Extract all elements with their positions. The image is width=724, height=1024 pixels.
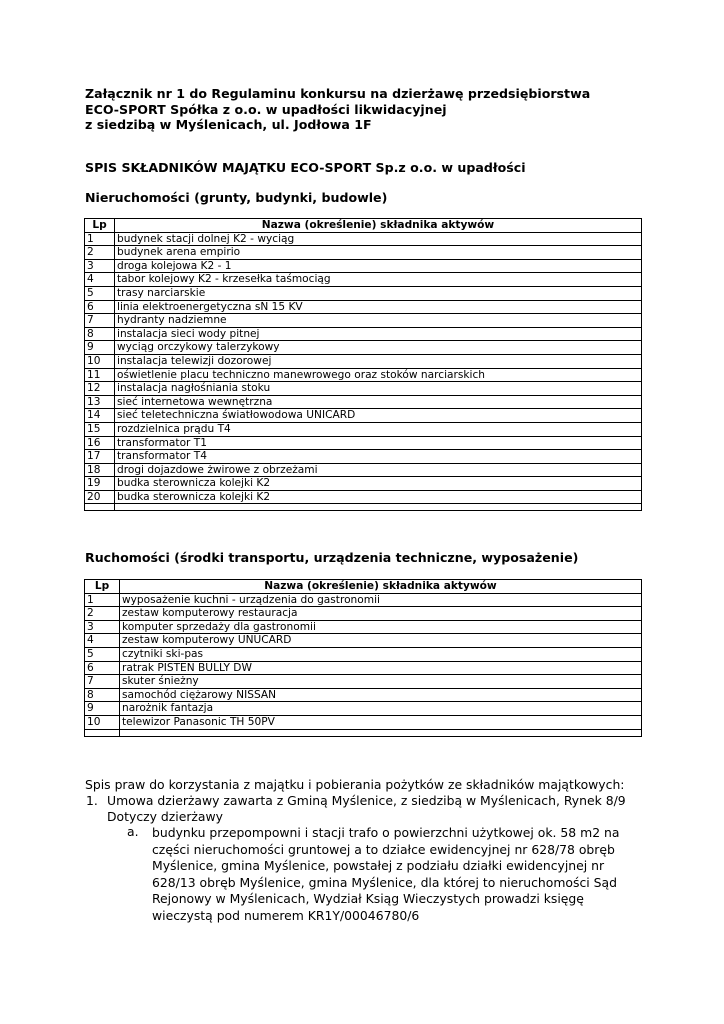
row-lp: 14 [85, 409, 115, 423]
row-lp: 10 [85, 715, 120, 729]
table-row [85, 477, 642, 491]
row-name: zestaw komputerowy UNUCARD [120, 634, 642, 648]
row-name: ratrak PISTEN BULLY DW [120, 661, 642, 675]
row-lp: 10 [85, 354, 115, 368]
row-name: instalacja telewizji dozorowej [115, 354, 642, 368]
rights-intro: Spis praw do korzystania z majątku i pobierania pożytków ze składników majątkowych: [85, 777, 625, 792]
header-line-2: ECO-SPORT Spółka z o.o. w upadłości likwidacyjnej [85, 101, 447, 117]
table-row [85, 382, 642, 396]
row-name-empty [120, 729, 642, 736]
row-name: samochód ciężarowy NISSAN [120, 688, 642, 702]
row-lp: 5 [85, 647, 120, 661]
row-lp: 1 [85, 232, 115, 246]
table-row [85, 688, 642, 702]
row-name: sieć teletechniczna światłowodowa UNICARD [115, 409, 642, 423]
row-name: wyciąg orczykowy talerzykowy [115, 341, 642, 355]
table-row [85, 259, 642, 273]
row-name: rozdzielnica prądu T4 [115, 422, 642, 436]
table-row [85, 232, 642, 246]
row-name: budka sterownicza kolejki K2 [115, 490, 642, 504]
table-row [85, 607, 642, 621]
row-name: droga kolejowa K2 - 1 [115, 259, 642, 273]
row-name: komputer sprzedaży dla gastronomii [120, 620, 642, 634]
table-row [85, 286, 642, 300]
row-lp: 6 [85, 661, 120, 675]
table-row [85, 463, 642, 477]
table-row [85, 702, 642, 716]
table-row [85, 300, 642, 314]
row-name: skuter śnieżny [120, 675, 642, 689]
row-lp: 2 [85, 607, 120, 621]
table-row [85, 490, 642, 504]
column-header-name: Nazwa (określenie) składnika aktywów [120, 580, 642, 594]
row-lp: 4 [85, 273, 115, 287]
list-item-1 [107, 793, 647, 824]
table-row [85, 422, 642, 436]
row-lp: 19 [85, 477, 115, 491]
table-header-row [85, 580, 642, 594]
row-lp: 1 [85, 593, 120, 607]
table-row [85, 395, 642, 409]
row-lp: 4 [85, 634, 120, 648]
row-name: wyposażenie kuchni - urządzenia do gastronomii [120, 593, 642, 607]
row-name: zestaw komputerowy restauracja [120, 607, 642, 621]
list-marker-1: 1. [86, 793, 98, 808]
row-name: sieć internetowa wewnętrzna [115, 395, 642, 409]
column-header-lp: Lp [85, 580, 120, 594]
row-lp: 12 [85, 382, 115, 396]
row-lp: 7 [85, 675, 120, 689]
table-row [85, 246, 642, 260]
row-lp: 5 [85, 286, 115, 300]
row-name: hydranty nadziemne [115, 314, 642, 328]
header-line-3: z siedzibą w Myślenicach, ul. Jodłowa 1F [85, 117, 372, 132]
row-name: oświetlenie placu techniczno manewrowego oraz stoków narciarskich [115, 368, 642, 382]
list-item-1-line-1: Umowa dzierżawy zawarta z Gminą Myślenice, z siedzibą w Myślenicach, Rynek 8/9 [107, 793, 626, 808]
document-title: SPIS SKŁADNIKÓW MAJĄTKU ECO-SPORT Sp.z o.o. w upadłości [85, 160, 526, 175]
header-line-1: Załącznik nr 1 do Regulaminu konkursu na dzierżawę przedsiębiorstwa [85, 86, 591, 101]
row-name: budka sterownicza kolejki K2 [115, 477, 642, 491]
row-name: trasy narciarskie [115, 286, 642, 300]
list-item-1-line-2: Dotyczy dzierżawy [107, 808, 223, 824]
table-row [85, 620, 642, 634]
row-lp-empty [85, 729, 120, 736]
row-name: linia elektroenergetyczna sN 15 KV [115, 300, 642, 314]
sublist-marker-a: a. [127, 824, 139, 839]
document-header [85, 86, 590, 133]
row-lp: 18 [85, 463, 115, 477]
table-row [85, 593, 642, 607]
row-lp: 11 [85, 368, 115, 382]
column-header-name: Nazwa (określenie) składnika aktywów [115, 219, 642, 233]
section2-heading: Ruchomości (środki transportu, urządzenia techniczne, wyposażenie) [85, 550, 579, 565]
table-row [85, 368, 642, 382]
row-lp-empty [85, 504, 115, 511]
table-row [85, 314, 642, 328]
table-row [85, 409, 642, 423]
sublist-a-line-5: Rejonowy w Myślenicach, Wydział Ksiąg Wieczystych prowadzi księgę [152, 891, 584, 907]
table-header-row [85, 219, 642, 233]
table-row [85, 273, 642, 287]
table-row [85, 661, 642, 675]
row-name: drogi dojazdowe żwirowe z obrzeżami [115, 463, 642, 477]
table-row [85, 341, 642, 355]
sublist-a-line-1: budynku przepompowni i stacji trafo o powierzchni użytkowej ok. 58 m2 na [152, 825, 620, 840]
row-lp: 3 [85, 620, 120, 634]
sublist-item-a [152, 825, 640, 925]
row-name: instalacja sieci wody pitnej [115, 327, 642, 341]
sublist-a-line-4: 628/13 obręb Myślenice, gmina Myślenice, dla której to nieruchomości Sąd [152, 874, 617, 890]
table-row [85, 436, 642, 450]
row-name: transformator T1 [115, 436, 642, 450]
assets-table-movables [84, 579, 642, 737]
row-lp: 8 [85, 688, 120, 702]
row-name: czytniki ski-pas [120, 647, 642, 661]
row-lp: 9 [85, 702, 120, 716]
table-row [85, 354, 642, 368]
row-name: budynek arena empirio [115, 246, 642, 260]
row-lp: 2 [85, 246, 115, 260]
sublist-a-line-6: wieczystą pod numerem KR1Y/00046780/6 [152, 907, 420, 923]
row-lp: 20 [85, 490, 115, 504]
section1-heading: Nieruchomości (grunty, budynki, budowle) [85, 190, 388, 205]
row-lp: 7 [85, 314, 115, 328]
table-row [85, 450, 642, 464]
row-lp: 16 [85, 436, 115, 450]
row-lp: 8 [85, 327, 115, 341]
table-row [85, 675, 642, 689]
table-row-empty [85, 504, 642, 511]
table-row [85, 715, 642, 729]
row-lp: 17 [85, 450, 115, 464]
table-row [85, 647, 642, 661]
assets-table-real-estate [84, 218, 642, 511]
row-lp: 6 [85, 300, 115, 314]
row-lp: 13 [85, 395, 115, 409]
row-name: transformator T4 [115, 450, 642, 464]
row-name: telewizor Panasonic TH 50PV [120, 715, 642, 729]
sublist-a-line-2: części nieruchomości gruntowej a to działce ewidencyjnej nr 628/78 obręb [152, 841, 615, 857]
row-lp: 3 [85, 259, 115, 273]
row-lp: 9 [85, 341, 115, 355]
row-name: tabor kolejowy K2 - krzesełka taśmociąg [115, 273, 642, 287]
table-row-empty [85, 729, 642, 736]
row-name: budynek stacji dolnej K2 - wyciąg [115, 232, 642, 246]
table-row [85, 327, 642, 341]
sublist-a-line-3: Myślenice, gmina Myślenice, powstałej z podziału działki ewidencyjnej nr [152, 858, 605, 874]
column-header-lp: Lp [85, 219, 115, 233]
row-name-empty [115, 504, 642, 511]
row-name: narożnik fantazja [120, 702, 642, 716]
row-lp: 15 [85, 422, 115, 436]
row-name: instalacja nagłośniania stoku [115, 382, 642, 396]
table-row [85, 634, 642, 648]
